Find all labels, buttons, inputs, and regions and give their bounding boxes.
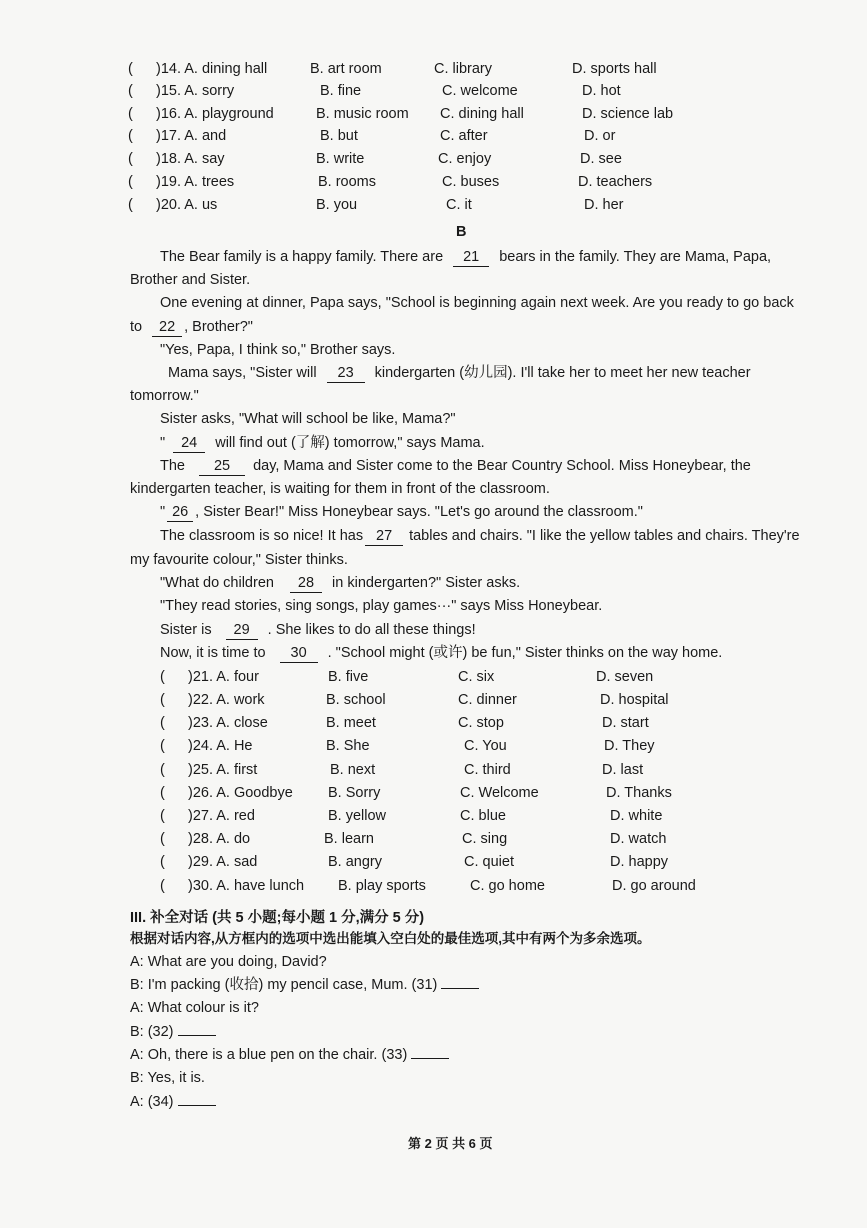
answer-bracket[interactable]: ( bbox=[160, 878, 165, 894]
option-d: D. start bbox=[602, 715, 649, 731]
option-b: B. She bbox=[326, 738, 370, 754]
dialogue-line: A: What are you doing, David? bbox=[130, 954, 327, 970]
answer-bracket[interactable]: ( bbox=[160, 669, 165, 685]
dialogue-line: B: (32) bbox=[130, 1021, 216, 1043]
answer-bracket[interactable]: ( bbox=[160, 808, 165, 824]
answer-bracket[interactable]: ( bbox=[128, 106, 133, 122]
option-a: )19. A. trees bbox=[156, 174, 235, 190]
passage-line: to 22 , Brother?" bbox=[130, 319, 253, 335]
option-a: )24. A. He bbox=[188, 738, 253, 754]
passage-line: The 25 day, Mama and Sister come to the Bear Country School. Miss Honeybear, the bbox=[160, 458, 751, 474]
blank-31[interactable] bbox=[441, 976, 479, 989]
answer-bracket[interactable]: ( bbox=[128, 197, 133, 213]
passage-line: " 26 , Sister Bear!" Miss Honeybear says. "Let's go around the classroom." bbox=[160, 504, 643, 520]
section-3-instruction: 根据对话内容,从方框内的选项中选出能填入空白处的最佳选项,其中有两个为多余选项。 bbox=[130, 931, 651, 946]
option-b: B. school bbox=[326, 692, 386, 708]
option-b: B. write bbox=[316, 151, 365, 167]
option-b: B. play sports bbox=[338, 878, 426, 894]
option-b: B. five bbox=[328, 669, 369, 685]
answer-bracket[interactable]: ( bbox=[160, 854, 165, 870]
option-a: )27. A. red bbox=[188, 808, 255, 824]
blank-27[interactable]: 27 bbox=[365, 527, 403, 546]
passage-line: One evening at dinner, Papa says, "School is beginning again next week. Are you ready to go back bbox=[160, 295, 794, 311]
option-d: D. happy bbox=[610, 854, 669, 870]
option-d: D. her bbox=[584, 197, 624, 213]
passage-line: Brother and Sister. bbox=[130, 272, 251, 288]
passage-line: Sister is 29 . She likes to do all these things! bbox=[160, 622, 476, 638]
option-c: C. dining hall bbox=[440, 106, 524, 122]
option-b: B. yellow bbox=[328, 808, 387, 824]
option-a: )21. A. four bbox=[188, 669, 259, 685]
option-a: )17. A. and bbox=[156, 128, 227, 144]
question-row bbox=[128, 125, 828, 147]
question-row bbox=[160, 712, 760, 734]
option-b: B. rooms bbox=[318, 174, 377, 190]
option-d: D. hot bbox=[582, 83, 621, 99]
passage-line: kindergarten teacher, is waiting for them in front of the classroom. bbox=[130, 481, 550, 497]
option-c: C. You bbox=[464, 738, 507, 754]
option-d: D. They bbox=[604, 738, 655, 754]
page-footer: 第 2 页 共 6 页 bbox=[408, 1136, 493, 1151]
option-b: B. you bbox=[316, 197, 358, 213]
question-row bbox=[160, 689, 760, 711]
option-a: )14. A. dining hall bbox=[156, 61, 268, 77]
answer-bracket[interactable]: ( bbox=[160, 692, 165, 708]
answer-bracket[interactable]: ( bbox=[160, 738, 165, 754]
answer-bracket[interactable]: ( bbox=[160, 762, 165, 778]
answer-bracket[interactable]: ( bbox=[128, 174, 133, 190]
option-b: B. but bbox=[320, 128, 358, 144]
option-a: )16. A. playground bbox=[156, 106, 274, 122]
blank-34[interactable] bbox=[178, 1093, 216, 1106]
passage-line: Mama says, "Sister will 23 kindergarten (幼儿园). I'll take her to meet her new teacher bbox=[168, 365, 751, 381]
question-row bbox=[160, 851, 760, 873]
option-b: B. angry bbox=[328, 854, 382, 870]
option-c: C. six bbox=[458, 669, 495, 685]
dialogue-line: B: Yes, it is. bbox=[130, 1070, 205, 1086]
answer-bracket[interactable]: ( bbox=[160, 785, 165, 801]
question-row bbox=[128, 80, 828, 102]
question-row bbox=[128, 103, 828, 125]
question-row bbox=[128, 148, 828, 170]
option-d: D. hospital bbox=[600, 692, 669, 708]
option-d: D. see bbox=[580, 151, 622, 167]
passage-line: Now, it is time to 30 . "School might (或许) be fun," Sister thinks on the way home. bbox=[160, 645, 723, 661]
option-b: B. learn bbox=[324, 831, 374, 847]
option-a: )18. A. say bbox=[156, 151, 225, 167]
passage-line: "They read stories, sing songs, play games···" says Miss Honeybear. bbox=[160, 598, 603, 614]
option-a: )29. A. sad bbox=[188, 854, 258, 870]
option-c: C. stop bbox=[458, 715, 504, 731]
option-b: B. meet bbox=[326, 715, 376, 731]
option-b: B. Sorry bbox=[328, 785, 381, 801]
blank-29[interactable]: 29 bbox=[226, 621, 258, 640]
option-c: C. go home bbox=[470, 878, 545, 894]
option-d: D. sports hall bbox=[572, 61, 657, 77]
question-row bbox=[160, 782, 760, 804]
question-row bbox=[160, 759, 760, 781]
option-d: D. last bbox=[602, 762, 644, 778]
blank-28[interactable]: 28 bbox=[290, 574, 322, 593]
dialogue-line: A: Oh, there is a blue pen on the chair. (33) bbox=[130, 1044, 449, 1066]
answer-bracket[interactable]: ( bbox=[160, 831, 165, 847]
question-row bbox=[160, 735, 760, 757]
option-c: C. enjoy bbox=[438, 151, 492, 167]
passage-line: "What do children 28 in kindergarten?" Sister asks. bbox=[160, 575, 521, 591]
option-c: C. Welcome bbox=[460, 785, 539, 801]
option-d: D. Thanks bbox=[606, 785, 672, 801]
option-c: C. welcome bbox=[442, 83, 518, 99]
answer-bracket[interactable]: ( bbox=[128, 151, 133, 167]
blank-22[interactable]: 22 bbox=[152, 318, 182, 337]
blank-24[interactable]: 24 bbox=[173, 434, 205, 453]
option-b: B. fine bbox=[320, 83, 362, 99]
question-row bbox=[160, 828, 760, 850]
answer-bracket[interactable]: ( bbox=[128, 61, 133, 77]
passage-line: tomorrow." bbox=[130, 388, 199, 404]
section-b-label: B bbox=[456, 224, 467, 240]
blank-30[interactable]: 30 bbox=[280, 644, 318, 663]
blank-33[interactable] bbox=[411, 1046, 449, 1059]
question-row bbox=[128, 194, 828, 216]
blank-25[interactable]: 25 bbox=[199, 457, 245, 476]
passage-line: The classroom is so nice! It has 27 tables and chairs. "I like the yellow tables and chairs. They're bbox=[160, 528, 800, 544]
blank-26[interactable]: 26 bbox=[167, 503, 193, 522]
passage-line: " 24 will find out (了解) tomorrow," says Mama. bbox=[160, 435, 485, 451]
passage-line: "Yes, Papa, I think so," Brother says. bbox=[160, 342, 396, 358]
passage-line: The Bear family is a happy family. There are 21 bears in the family. They are Mama, Papa, bbox=[160, 249, 772, 265]
option-a: )22. A. work bbox=[188, 692, 265, 708]
answer-bracket[interactable]: ( bbox=[128, 128, 133, 144]
section-3-title: III. 补全对话 (共 5 小题;每小题 1 分,满分 5 分) bbox=[130, 910, 425, 926]
option-b: B. art room bbox=[310, 61, 382, 77]
passage-line: my favourite colour," Sister thinks. bbox=[130, 552, 348, 568]
option-c: C. library bbox=[434, 61, 493, 77]
option-d: D. seven bbox=[596, 669, 654, 685]
option-c: C. dinner bbox=[458, 692, 517, 708]
option-d: D. go around bbox=[612, 878, 696, 894]
option-c: C. after bbox=[440, 128, 488, 144]
option-d: D. teachers bbox=[578, 174, 653, 190]
option-a: )26. A. Goodbye bbox=[188, 785, 293, 801]
option-a: )28. A. do bbox=[188, 831, 251, 847]
option-b: B. music room bbox=[316, 106, 409, 122]
option-a: )15. A. sorry bbox=[156, 83, 235, 99]
option-c: C. it bbox=[446, 197, 472, 213]
dialogue-line: B: I'm packing (收拾) my pencil case, Mum. (31) bbox=[130, 974, 479, 996]
option-b: B. next bbox=[330, 762, 376, 778]
passage-line: Sister asks, "What will school be like, Mama?" bbox=[160, 411, 456, 427]
question-row bbox=[128, 58, 828, 80]
option-d: D. watch bbox=[610, 831, 667, 847]
question-row bbox=[160, 875, 760, 897]
dialogue-line: A: What colour is it? bbox=[130, 1000, 259, 1016]
option-a: )30. A. have lunch bbox=[188, 878, 305, 894]
option-c: C. buses bbox=[442, 174, 500, 190]
answer-bracket[interactable]: ( bbox=[128, 83, 133, 99]
option-d: D. white bbox=[610, 808, 663, 824]
option-a: )23. A. close bbox=[188, 715, 268, 731]
question-row bbox=[160, 666, 760, 688]
blank-32[interactable] bbox=[178, 1023, 216, 1036]
question-row bbox=[128, 171, 828, 193]
option-a: )20. A. us bbox=[156, 197, 218, 213]
answer-bracket[interactable]: ( bbox=[160, 715, 165, 731]
option-d: D. or bbox=[584, 128, 616, 144]
question-row bbox=[160, 805, 760, 827]
option-c: C. blue bbox=[460, 808, 506, 824]
blank-21[interactable]: 21 bbox=[453, 248, 489, 267]
option-c: C. sing bbox=[462, 831, 508, 847]
option-c: C. quiet bbox=[464, 854, 514, 870]
dialogue-line: A: (34) bbox=[130, 1091, 216, 1113]
option-c: C. third bbox=[464, 762, 511, 778]
option-d: D. science lab bbox=[582, 106, 674, 122]
option-a: )25. A. first bbox=[188, 762, 258, 778]
blank-23[interactable]: 23 bbox=[327, 364, 365, 383]
